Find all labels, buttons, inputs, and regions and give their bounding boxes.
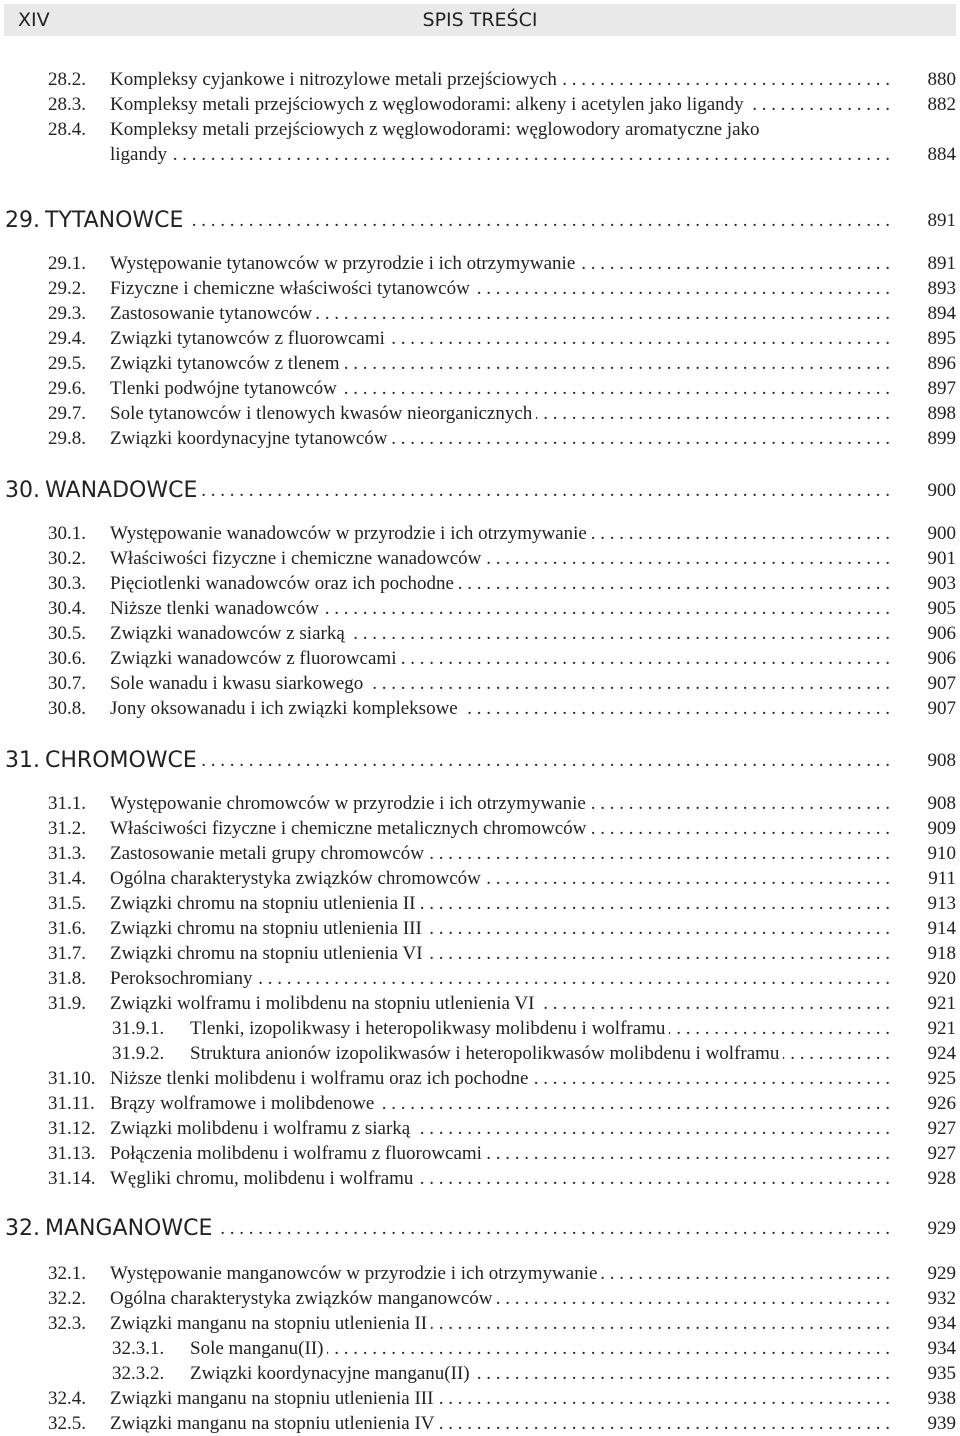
entry-number: 30.: [5, 478, 40, 503]
entry-page-number: 908: [927, 793, 956, 814]
entry-number: 29.3.: [48, 303, 86, 324]
entry-page-number: 929: [927, 1218, 956, 1239]
page-number: XIV: [18, 9, 50, 31]
entry-page-number: 934: [927, 1338, 956, 1359]
entry-title: Związki manganu na stopniu utlenienia II: [110, 1313, 431, 1334]
entry-title: Sole tytanowców i tlenowych kwasów nieorganicznych: [110, 403, 536, 424]
entry-number: 31.9.: [48, 993, 86, 1014]
entry-title: Związki wanadowców z fluorowcami: [110, 648, 400, 669]
entry-page-number: 935: [927, 1363, 956, 1384]
entry-page-number: 921: [927, 993, 956, 1014]
entry-page-number: 914: [927, 918, 956, 939]
entry-number: 31.5.: [48, 893, 86, 914]
toc-entry[interactable]: [0, 377, 960, 401]
entry-number: 31.2.: [48, 818, 86, 839]
toc-entry[interactable]: [0, 1117, 960, 1141]
entry-number: 30.8.: [48, 698, 86, 719]
entry-number: 32.3.2.: [112, 1363, 165, 1384]
toc-entry[interactable]: [0, 402, 960, 426]
entry-title: Fizyczne i chemiczne właściwości tytanowców: [110, 278, 474, 299]
entry-page-number: 893: [927, 278, 956, 299]
entry-number: 28.4.: [48, 119, 86, 140]
toc-entry[interactable]: [0, 672, 960, 696]
entry-title: Związki koordynacyjne tytanowców: [110, 428, 392, 449]
entry-title: Niższe tlenki molibdenu i wolframu oraz ich pochodne: [110, 1068, 532, 1089]
entry-page-number: 882: [927, 94, 956, 115]
entry-page-number: 938: [927, 1388, 956, 1409]
entry-title: Związki tytanowców z fluorowcami: [110, 328, 389, 349]
entry-page-number: 934: [927, 1313, 956, 1334]
toc-entry[interactable]: [0, 118, 960, 142]
entry-number: 31.: [5, 748, 40, 773]
entry-title: Właściwości fizyczne i chemiczne wanadowców: [110, 548, 485, 569]
entry-title: Właściwości fizyczne i chemiczne metalicznych chromowców: [110, 818, 590, 839]
toc-entry[interactable]: [0, 622, 960, 646]
entry-page-number: 907: [927, 673, 956, 694]
entry-number: 31.6.: [48, 918, 86, 939]
entry-page-number: 894: [927, 303, 956, 324]
entry-number: 31.7.: [48, 943, 86, 964]
entry-number: 30.1.: [48, 523, 86, 544]
entry-number: 30.7.: [48, 673, 86, 694]
toc-entry[interactable]: [0, 992, 960, 1016]
toc-entry[interactable]: [0, 1362, 960, 1386]
chapter-heading[interactable]: [0, 477, 960, 505]
toc-entry[interactable]: [0, 1042, 960, 1066]
toc-entry[interactable]: [0, 1312, 960, 1336]
entry-number: 31.14.: [48, 1168, 96, 1189]
entry-number: 32.3.: [48, 1313, 86, 1334]
entry-number: 32.3.1.: [112, 1338, 165, 1359]
entry-title: Niższe tlenki wanadowców: [110, 598, 323, 619]
toc-entry[interactable]: [0, 547, 960, 571]
entry-number: 32.2.: [48, 1288, 86, 1309]
entry-page-number: 895: [927, 328, 956, 349]
entry-page-number: 921: [927, 1018, 956, 1039]
entry-title: Związki wanadowców z siarką: [110, 623, 349, 644]
entry-number: 31.13.: [48, 1143, 96, 1164]
entry-number: 31.8.: [48, 968, 86, 989]
entry-page-number: 909: [927, 818, 956, 839]
entry-title: Tlenki, izopolikwasy i heteropolikwasy molibdenu i wolframu: [190, 1018, 669, 1039]
toc-entry[interactable]: [0, 647, 960, 671]
entry-title: ligandy: [110, 144, 171, 165]
entry-page-number: 905: [927, 598, 956, 619]
entry-number: 29.8.: [48, 428, 86, 449]
header-title: SPIS TREŚCI: [422, 9, 538, 31]
entry-number: 30.3.: [48, 573, 86, 594]
toc-entry[interactable]: [0, 327, 960, 351]
entry-page-number: 900: [927, 523, 956, 544]
entry-title: Węgliki chromu, molibdenu i wolframu: [110, 1168, 417, 1189]
entry-number: 31.9.2.: [112, 1043, 165, 1064]
entry-title: Brązy wolframowe i molibdenowe: [110, 1093, 378, 1114]
entry-page-number: 906: [927, 623, 956, 644]
entry-page-number: 926: [927, 1093, 956, 1114]
entry-page-number: 880: [927, 69, 956, 90]
entry-title: Połączenia molibdenu i wolframu z fluorowcami: [110, 1143, 486, 1164]
entry-title: CHROMOWCE: [45, 748, 201, 773]
entry-page-number: 924: [927, 1043, 956, 1064]
toc-entry[interactable]: [0, 942, 960, 966]
entry-title: Związki wolframu i molibdenu na stopniu utlenienia VI: [110, 993, 538, 1014]
toc-entry[interactable]: [0, 867, 960, 891]
toc-entry[interactable]: [0, 817, 960, 841]
entry-title: Kompleksy metali przejściowych z węglowodorami: węglowodory aromatyczne jako: [110, 119, 764, 140]
entry-page-number: 925: [927, 1068, 956, 1089]
entry-page-number: 927: [927, 1143, 956, 1164]
entry-page-number: 927: [927, 1118, 956, 1139]
entry-page-number: 908: [927, 750, 956, 771]
toc-entry[interactable]: [0, 697, 960, 721]
entry-page-number: 918: [927, 943, 956, 964]
entry-title: Jony oksowanadu i ich związki kompleksowe: [110, 698, 462, 719]
toc-entry[interactable]: [0, 1412, 960, 1436]
toc-entry[interactable]: [0, 143, 960, 167]
entry-number: 32.: [5, 1216, 40, 1241]
entry-title: Sole manganu(II): [190, 1338, 327, 1359]
entry-number: 29.6.: [48, 378, 86, 399]
entry-page-number: 898: [927, 403, 956, 424]
entry-number: 31.12.: [48, 1118, 96, 1139]
toc-entry[interactable]: [0, 572, 960, 596]
entry-number: 29.4.: [48, 328, 86, 349]
toc-entry[interactable]: [0, 597, 960, 621]
toc-entry[interactable]: [0, 1017, 960, 1041]
toc-entry[interactable]: [0, 522, 960, 546]
entry-page-number: 891: [927, 253, 956, 274]
entry-page-number: 900: [927, 480, 956, 501]
toc-entry[interactable]: [0, 1337, 960, 1361]
entry-title: Pięciotlenki wanadowców oraz ich pochodne: [110, 573, 458, 594]
toc-entry[interactable]: [0, 1262, 960, 1286]
toc-entry[interactable]: [0, 93, 960, 117]
entry-page-number: 891: [927, 210, 956, 231]
entry-number: 30.2.: [48, 548, 86, 569]
entry-page-number: 903: [927, 573, 956, 594]
entry-page-number: 929: [927, 1263, 956, 1284]
entry-title: Tlenki podwójne tytanowców: [110, 378, 341, 399]
entry-title: Związki manganu na stopniu utlenienia IV: [110, 1413, 439, 1434]
entry-page-number: 928: [927, 1168, 956, 1189]
entry-title: Zastosowanie tytanowców: [110, 303, 316, 324]
toc-entry[interactable]: [0, 427, 960, 451]
entry-number: 31.3.: [48, 843, 86, 864]
toc-entry[interactable]: [0, 1287, 960, 1311]
entry-title: Występowanie tytanowców w przyrodzie i ich otrzymywanie: [110, 253, 579, 274]
chapter-heading[interactable]: [0, 1215, 960, 1243]
entry-page-number: 896: [927, 353, 956, 374]
entry-title: Peroksochromiany: [110, 968, 256, 989]
entry-number: 30.6.: [48, 648, 86, 669]
entry-title: Występowanie manganowców w przyrodzie i ich otrzymywanie: [110, 1263, 601, 1284]
entry-title: Związki manganu na stopniu utlenienia III: [110, 1388, 437, 1409]
entry-number: 31.11.: [48, 1093, 95, 1114]
entry-title: Związki koordynacyjne manganu(II): [190, 1363, 474, 1384]
entry-page-number: 913: [927, 893, 956, 914]
entry-number: 28.2.: [48, 69, 86, 90]
entry-page-number: 901: [927, 548, 956, 569]
entry-title: WANADOWCE: [45, 478, 201, 503]
entry-title: Ogólna charakterystyka związków chromowców: [110, 868, 485, 889]
entry-number: 31.4.: [48, 868, 86, 889]
entry-page-number: 932: [927, 1288, 956, 1309]
entry-title: Występowanie wanadowców w przyrodzie i ich otrzymywanie: [110, 523, 591, 544]
entry-title: MANGANOWCE: [45, 1216, 216, 1241]
entry-number: 32.4.: [48, 1388, 86, 1409]
entry-title: Związki tytanowców z tlenem: [110, 353, 344, 374]
toc-entry[interactable]: [0, 1167, 960, 1191]
toc-entry[interactable]: [0, 842, 960, 866]
entry-title: Ogólna charakterystyka związków manganowców: [110, 1288, 497, 1309]
entry-title: Struktura anionów izopolikwasów i heteropolikwasów molibdenu i wolframu: [190, 1043, 783, 1064]
entry-number: 31.1.: [48, 793, 86, 814]
toc-entry[interactable]: [0, 967, 960, 991]
entry-title: Zastosowanie metali grupy chromowców: [110, 843, 428, 864]
entry-title: Związki chromu na stopniu utlenienia VI: [110, 943, 427, 964]
entry-number: 29.5.: [48, 353, 86, 374]
entry-page-number: 910: [927, 843, 956, 864]
entry-title: TYTANOWCE: [45, 208, 187, 233]
toc-entry[interactable]: [0, 917, 960, 941]
entry-number: 31.9.1.: [112, 1018, 165, 1039]
toc-entry[interactable]: [0, 1142, 960, 1166]
toc-entry[interactable]: [0, 302, 960, 326]
entry-page-number: 920: [927, 968, 956, 989]
entry-page-number: 939: [927, 1413, 956, 1434]
entry-number: 29.1.: [48, 253, 86, 274]
entry-number: 30.4.: [48, 598, 86, 619]
entry-title: Sole wanadu i kwasu siarkowego: [110, 673, 367, 694]
entry-title: Kompleksy cyjankowe i nitrozylowe metali przejściowych: [110, 69, 561, 90]
entry-number: 32.1.: [48, 1263, 86, 1284]
chapter-heading[interactable]: [0, 747, 960, 775]
toc-entry[interactable]: [0, 1067, 960, 1091]
entry-page-number: 884: [927, 144, 956, 165]
entry-page-number: 897: [927, 378, 956, 399]
toc-entry[interactable]: [0, 1387, 960, 1411]
entry-number: 30.5.: [48, 623, 86, 644]
entry-number: 29.2.: [48, 278, 86, 299]
entry-page-number: 907: [927, 698, 956, 719]
entry-page-number: 899: [927, 428, 956, 449]
toc-entry[interactable]: [0, 68, 960, 92]
entry-title: Związki chromu na stopniu utlenienia III: [110, 918, 426, 939]
toc-entry[interactable]: [0, 792, 960, 816]
toc-entry[interactable]: [0, 892, 960, 916]
entry-number: 31.10.: [48, 1068, 96, 1089]
page-header: [4, 4, 956, 36]
toc-entry[interactable]: [0, 352, 960, 376]
entry-number: 29.7.: [48, 403, 86, 424]
entry-title: Związki chromu na stopniu utlenienia II: [110, 893, 420, 914]
entry-number: 28.3.: [48, 94, 86, 115]
entry-page-number: 906: [927, 648, 956, 669]
entry-number: 32.5.: [48, 1413, 86, 1434]
toc-entry[interactable]: [0, 1092, 960, 1116]
entry-number: 29.: [5, 208, 40, 233]
entry-title: Występowanie chromowców w przyrodzie i ich otrzymywanie: [110, 793, 590, 814]
entry-title: Kompleksy metali przejściowych z węglowodorami: alkeny i acetylen jako ligandy: [110, 94, 748, 115]
entry-page-number: 911: [928, 868, 956, 889]
chapter-heading[interactable]: [0, 207, 960, 235]
toc-entry[interactable]: [0, 277, 960, 301]
entry-title: Związki molibdenu i wolframu z siarką: [110, 1118, 414, 1139]
toc-entry[interactable]: [0, 252, 960, 276]
